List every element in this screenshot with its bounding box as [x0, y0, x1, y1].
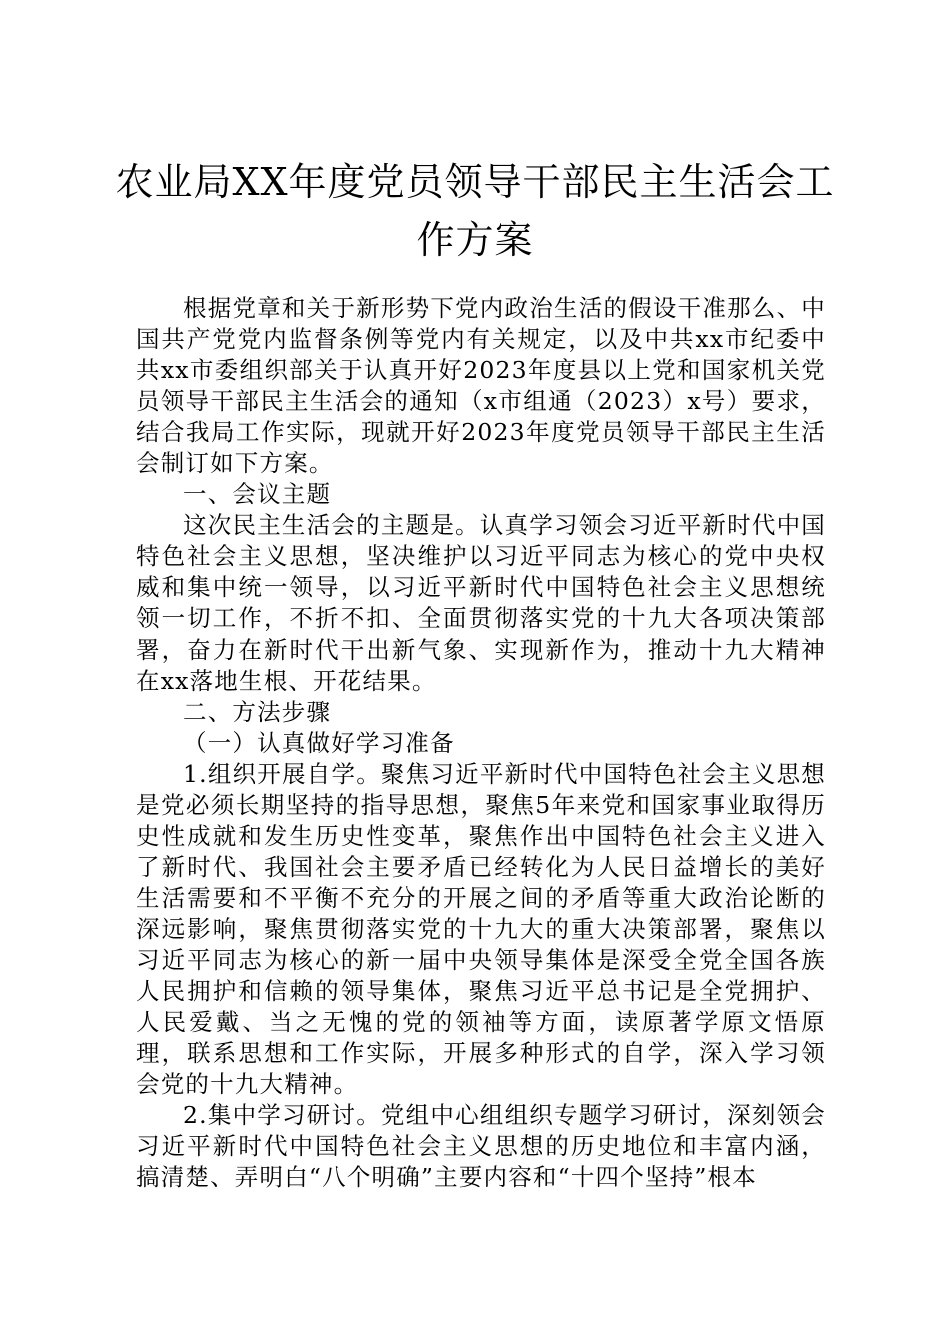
document-title-line-1: 农业局XX年度党员领导干部民主生活会工 — [115, 160, 835, 204]
theme-paragraph: 这次民主生活会的主题是。认真学习领会习近平新时代中国特色社会主义思想，坚决维护以习近平同志为核心的党中央权威和集中统一领导，以习近平新时代中国特色社会主义思想统领一切工作，不折不扣、全面贯彻落实党的十九大各项决策部署，奋力在新时代干出新气象、实现新作为，推动十九大精神在xx落地生根、开花结果。 — [136, 511, 826, 695]
section-heading-method: 二、方法步骤 — [183, 697, 332, 726]
intro-paragraph: 根据党章和关于新形势下党内政治生活的假设干准那么、中国共产党党内监督条例等党内有关规定，以及中共xx市纪委中共xx市委组织部关于认真开好2023年度县以上党和国家机关党员领导干部民主生活会的通知（x市组通（2023）x号）要求，结合我局工作实际，现就开好2023年度党员领导干部民主生活会制订如下方案。 — [136, 294, 826, 478]
document-title-line-2: 作方案 — [416, 218, 534, 262]
subsection-heading-study-preparation: （一）认真做好学习准备 — [183, 728, 455, 757]
document-body — [136, 293, 826, 1193]
group-study-paragraph: 2.集中学习研讨。党组中心组组织专题学习研讨，深刻领会习近平新时代中国特色社会主义思想的历史地位和丰富内涵，搞清楚、弄明白“八个明确”主要内容和“十四个坚持”根本 — [136, 1101, 826, 1192]
section-heading-theme: 一、会议主题 — [183, 480, 332, 509]
self-study-paragraph: 1.组织开展自学。聚焦习近平新时代中国特色社会主义思想是党必须长期坚持的指导思想，聚焦5年来党和国家事业取得历史性成就和发生历史性变革，聚焦作出中国特色社会主义进入了新时代、我国社会主要矛盾已经转化为人民日益增长的美好生活需要和不平衡不充分的开展之间的矛盾等重大政治论断的深远影响，聚焦贯彻落实党的十九大的重大决策部署，聚焦以习近平同志为核心的新一届中央领导集体是深受全党全国各族人民拥护和信赖的领导集体，聚焦习近平总书记是全党拥护、人民爱戴、当之无愧的党的领袖等方面，读原著学原文悟原理，联系思想和工作实际，开展多种形式的自学，深入学习领会党的十九大精神。 — [136, 759, 826, 1099]
